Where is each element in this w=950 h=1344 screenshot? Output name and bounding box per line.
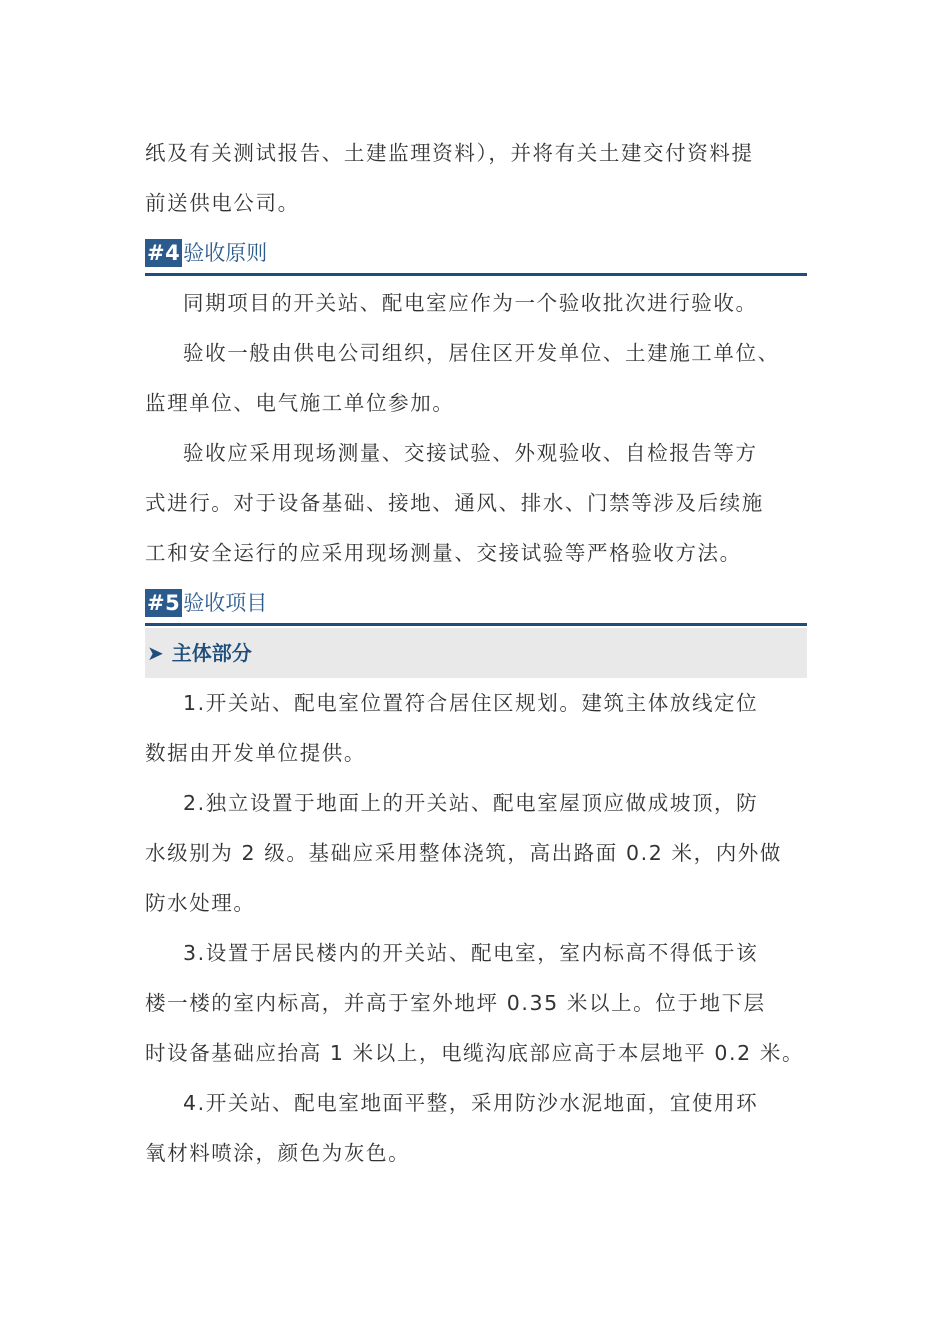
document-page xyxy=(145,128,807,1178)
paragraph-line: 1.开关站、配电室位置符合居住区规划。建筑主体放线定位 xyxy=(183,691,759,715)
section-title xyxy=(145,589,267,617)
paragraph-line: 氧材料喷涂，颜色为灰色。 xyxy=(145,1141,411,1165)
paragraph-line: 监理单位、电气施工单位参加。 xyxy=(145,391,455,415)
paragraph-line: 防水处理。 xyxy=(145,891,256,915)
paragraph-line: 前送供电公司。 xyxy=(145,191,300,215)
subsection-title-text: 主体部分 xyxy=(171,641,252,665)
paragraph-line: 数据由开发单位提供。 xyxy=(145,741,366,765)
section-number-badge: #5 xyxy=(147,591,181,615)
section-number-badge: #4 xyxy=(147,241,181,265)
paragraph-line: 验收一般由供电公司组织，居住区开发单位、土建施工单位、 xyxy=(183,341,780,365)
section-heading-4 xyxy=(145,228,807,278)
paragraph-line: 纸及有关测试报告、土建监理资料），并将有关土建交付资料提 xyxy=(145,141,754,165)
paragraph-line: 水级别为 2 级。基础应采用整体浇筑，高出路面 0.2 米，内外做 xyxy=(145,841,783,865)
section-divider xyxy=(145,273,807,276)
section-title-text: 验收原则 xyxy=(183,241,268,265)
paragraph-line: 2.独立设置于地面上的开关站、配电室屋顶应做成坡顶，防 xyxy=(183,791,759,815)
paragraph-line: 验收应采用现场测量、交接试验、外观验收、自检报告等方 xyxy=(183,441,758,465)
subsection-heading xyxy=(145,628,807,678)
section-heading-5 xyxy=(145,578,807,628)
paragraph-line: 工和安全运行的应采用现场测量、交接试验等严格验收方法。 xyxy=(145,541,742,565)
paragraph-line: 同期项目的开关站、配电室应作为一个验收批次进行验收。 xyxy=(183,291,758,315)
paragraph-line: 式进行。对于设备基础、接地、通风、排水、门禁等涉及后续施 xyxy=(145,491,764,515)
subsection-title xyxy=(147,628,252,678)
paragraph-line: 3.设置于居民楼内的开关站、配电室，室内标高不得低于该 xyxy=(183,941,759,965)
paragraph-line: 时设备基础应抬高 1 米以上，电缆沟底部应高于本层地平 0.2 米。 xyxy=(145,1041,805,1065)
section-title-text: 验收项目 xyxy=(183,591,268,615)
section-title xyxy=(145,239,267,267)
paragraph-line: 楼一楼的室内标高，并高于室外地坪 0.35 米以上。位于地下层 xyxy=(145,991,766,1015)
arrow-right-icon: ➤ xyxy=(147,641,164,665)
section-divider xyxy=(145,623,807,626)
paragraph-line: 4.开关站、配电室地面平整，采用防沙水泥地面，宜使用环 xyxy=(183,1091,759,1115)
